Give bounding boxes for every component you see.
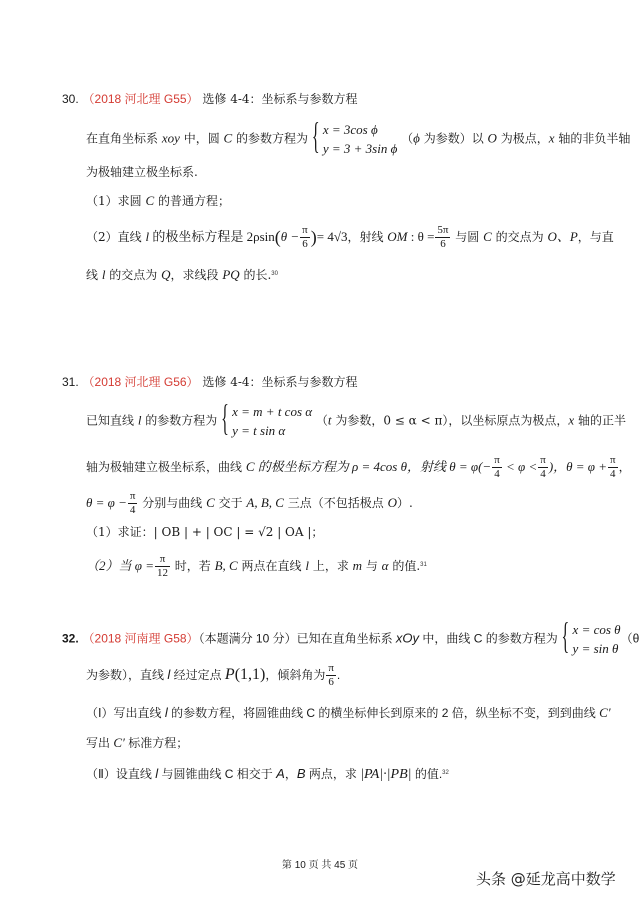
equation-row: x = m + t cos α xyxy=(232,404,313,419)
problem-32-question-1 xyxy=(86,704,611,722)
text: 轴的非负半轴 xyxy=(554,131,631,146)
problem-30-line-1 xyxy=(86,120,630,156)
parametric-system xyxy=(312,120,397,158)
problem-topic: 选修 4-4：坐标系与参数方程 xyxy=(202,92,358,106)
denominator: 6 xyxy=(302,238,308,250)
math: B, C xyxy=(214,558,238,573)
math: O xyxy=(487,130,497,146)
text: 的交点为 xyxy=(105,268,162,282)
problem-31-question-2 xyxy=(86,550,427,580)
text: 的参数方程为 xyxy=(141,413,218,428)
problem-30-line-2: 为极轴建立极坐标系. xyxy=(86,165,198,179)
numerator: π xyxy=(155,553,170,567)
text: （ xyxy=(315,413,328,428)
denominator: 4 xyxy=(494,468,500,480)
denominator: 12 xyxy=(156,567,168,579)
math: （2）当 φ = xyxy=(86,558,154,573)
footnote-marker: 31 xyxy=(420,562,427,568)
problem-30-header xyxy=(62,90,358,108)
problem-topic: 选修 4-4：坐标系与参数方程 xyxy=(202,375,358,389)
fraction xyxy=(608,454,618,481)
math: O xyxy=(387,495,397,510)
text: ，求线段 xyxy=(170,268,223,282)
numerator: π xyxy=(540,454,546,466)
math: = 4√3 xyxy=(316,229,348,244)
text: 的值. xyxy=(388,559,421,573)
problem-30-line-3 xyxy=(86,265,278,284)
denominator: 6 xyxy=(440,238,446,250)
equation-row: y = sin θ xyxy=(572,641,619,656)
math: t xyxy=(327,412,332,428)
text: （1）求圆 xyxy=(86,194,146,208)
math: O、P xyxy=(547,229,578,244)
numerator: π xyxy=(494,454,500,466)
problem-31-line-3 xyxy=(86,488,413,518)
text: ，与直 xyxy=(577,230,614,244)
text: 为极点， xyxy=(496,131,549,146)
math: α xyxy=(381,558,389,573)
text: 为参数），直线 xyxy=(86,668,168,682)
footnote-marker: 32 xyxy=(442,770,449,776)
math: C xyxy=(145,193,155,208)
math: l xyxy=(101,267,106,282)
fraction xyxy=(326,662,336,689)
text: ，倾斜角为 xyxy=(265,668,326,682)
math: l xyxy=(137,412,142,428)
text: 的参数方程为 xyxy=(232,131,309,146)
problem-32-line-2 xyxy=(86,660,340,690)
text: ）. xyxy=(396,496,413,510)
math: C′ xyxy=(599,705,611,720)
math: C′ xyxy=(113,735,125,750)
left-brace: { xyxy=(561,618,570,658)
math: l xyxy=(155,766,159,781)
problem-number: 31. xyxy=(62,375,79,389)
text: 三点（不包括极点 xyxy=(283,496,388,510)
problem-number: 30. xyxy=(62,92,79,106)
math: x xyxy=(548,130,555,146)
math: PQ xyxy=(222,267,240,282)
equation-row: y = 3 + 3sin ϕ xyxy=(322,141,398,156)
text: 的值. xyxy=(411,767,443,781)
math: ϕ xyxy=(413,130,420,146)
text: 经过定点 xyxy=(170,668,225,682)
text: 上，求 xyxy=(309,559,353,573)
text: . xyxy=(336,668,341,682)
fraction xyxy=(300,224,310,251)
math: l xyxy=(145,229,150,244)
text: 写出 xyxy=(86,736,114,750)
text: 与圆 xyxy=(451,230,484,244)
denominator: 4 xyxy=(610,468,616,480)
math: (1,1) xyxy=(234,666,266,683)
math: |PA|·|PB| xyxy=(360,767,412,782)
math: C xyxy=(206,495,215,510)
text: 在直角坐标系 xyxy=(86,131,162,146)
problem-number: 32. xyxy=(62,631,79,646)
math: C xyxy=(223,130,233,146)
math: C xyxy=(245,459,255,474)
math: A, B, C xyxy=(246,495,284,510)
text: 两点，求 xyxy=(305,767,361,781)
problem-31-line-1 xyxy=(86,402,626,438)
numerator: π xyxy=(328,662,334,675)
fraction xyxy=(492,454,502,481)
math: m xyxy=(352,558,363,573)
math: Q xyxy=(161,267,171,282)
math: A xyxy=(276,766,285,781)
denominator: 4 xyxy=(129,504,136,516)
equation-row: y = t sin α xyxy=(232,423,286,438)
math: B xyxy=(296,766,306,781)
text: 与圆锥曲线 C 相交于 xyxy=(158,767,277,781)
text: （ xyxy=(401,131,414,146)
text: 时，若 xyxy=(170,559,215,573)
text: （本题满分 10 分）已知在直角坐标系 xyxy=(198,631,396,646)
text: ， xyxy=(284,767,297,781)
text: 的交点为 xyxy=(491,230,548,244)
text: （Ⅱ）设直线 xyxy=(86,767,156,781)
math: 的极坐标方程为 ρ = 4cos θ，射线 θ = φ(− xyxy=(254,459,492,474)
footnote-marker: 30 xyxy=(271,271,278,277)
math: C xyxy=(483,229,492,244)
fraction xyxy=(538,454,548,481)
text: （θ xyxy=(620,631,640,646)
math: < φ < xyxy=(502,459,538,474)
text: 两点在直线 xyxy=(237,559,306,573)
text: 轴的正半 xyxy=(574,413,626,428)
fraction xyxy=(435,224,450,251)
math: θ − xyxy=(280,229,300,244)
left-paren: ( xyxy=(274,227,281,247)
fraction xyxy=(155,553,170,580)
text: 与 xyxy=(362,559,382,573)
problem-30-question-1 xyxy=(86,192,230,210)
page-footer: 第 10 页 共 45 页 xyxy=(281,860,359,871)
text: 分别与曲线 xyxy=(138,496,207,510)
problem-source: （2018 河南理 G58） xyxy=(82,631,199,646)
text: 的长. xyxy=(239,268,272,282)
text: 为参数）以 xyxy=(419,131,488,146)
text: 轴为极轴建立极坐标系，曲线 xyxy=(86,460,246,474)
numerator: π xyxy=(129,490,136,502)
fraction xyxy=(128,490,138,517)
numerator: 5π xyxy=(437,224,449,236)
problem-32-line-1 xyxy=(62,620,639,656)
math: P xyxy=(224,666,235,683)
denominator: 6 xyxy=(328,676,334,689)
math: l xyxy=(167,667,171,682)
left-brace: { xyxy=(311,118,320,158)
problem-31-line-2 xyxy=(86,452,631,482)
text: ，射线 xyxy=(347,230,388,244)
math: l xyxy=(305,558,309,573)
text: （2）直线 xyxy=(86,230,146,244)
math: )，θ = φ + xyxy=(548,459,608,474)
text: 中，圆 xyxy=(179,131,224,146)
text: 已知直线 xyxy=(86,413,138,428)
problem-30-question-2 xyxy=(86,222,614,252)
text: 的普通方程； xyxy=(154,194,230,208)
right-paren: ) xyxy=(310,227,317,247)
text: ， xyxy=(618,460,631,474)
math: : θ = xyxy=(407,229,435,244)
text: 的参数方程，将圆锥曲线 C 的横坐标伸长到原来的 2 倍，纵坐标不变，到到曲线 xyxy=(167,706,600,720)
problem-32-question-1-cont xyxy=(86,734,188,752)
denominator: 4 xyxy=(540,468,546,480)
problem-31-header xyxy=(62,373,358,391)
equation-row: x = 3cos ϕ xyxy=(322,122,378,137)
problem-source: （2018 河北理 G55） xyxy=(82,92,199,106)
math: xoy xyxy=(161,130,180,146)
problem-source: （2018 河北理 G56） xyxy=(82,375,199,389)
text: （1）求证：| OB | + | OC | = √2 | OA |； xyxy=(86,525,324,539)
parametric-system xyxy=(221,402,312,440)
math: l xyxy=(164,705,168,720)
numerator: π xyxy=(302,224,308,236)
text: 交于 xyxy=(214,496,247,510)
text: 线 xyxy=(86,268,102,282)
text: 标准方程； xyxy=(124,736,189,750)
text: 中，曲线 C 的参数方程为 xyxy=(419,631,558,646)
problem-32-question-2 xyxy=(86,764,449,784)
math: x xyxy=(568,412,575,428)
left-brace: { xyxy=(221,400,229,440)
math: 的极坐标方程是 2ρsin xyxy=(149,229,275,244)
problem-31-question-1 xyxy=(86,523,323,541)
math: OM xyxy=(387,229,408,244)
text: （Ⅰ）写出直线 xyxy=(86,706,165,720)
parametric-system xyxy=(562,620,621,658)
text: 为参数，0 ≤ α < π），以坐标原点为极点， xyxy=(331,413,569,428)
equation-row: x = cos θ xyxy=(572,622,621,637)
math: θ = φ − xyxy=(86,495,127,510)
math: xOy xyxy=(395,630,420,646)
watermark: 头条 @延龙高中数学 xyxy=(476,870,616,888)
numerator: π xyxy=(610,454,616,466)
